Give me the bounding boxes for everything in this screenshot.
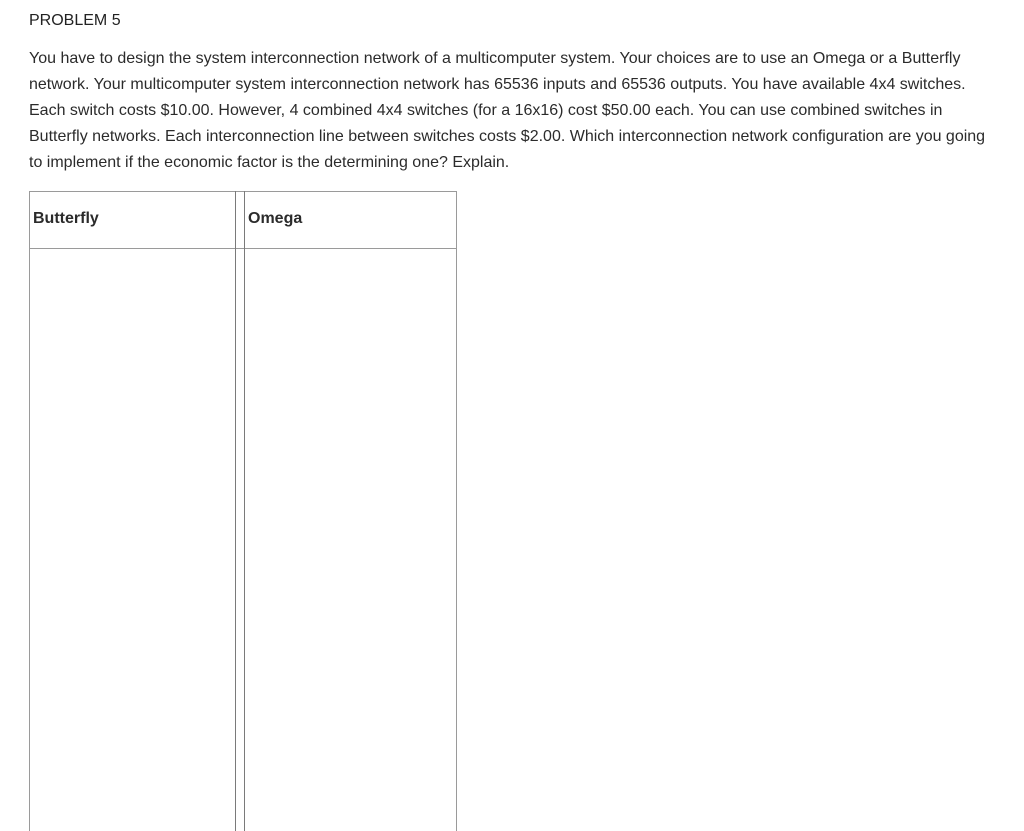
table-border	[29, 191, 457, 831]
problem-title: PROBLEM 5	[29, 12, 121, 29]
header-omega: Omega	[248, 210, 303, 227]
answer-table	[29, 191, 457, 831]
column-divider	[235, 191, 236, 831]
column-divider	[244, 191, 245, 831]
header-butterfly: Butterfly	[33, 210, 99, 227]
problem-statement: You have to design the system interconnection network of a multicomputer system. Your choices are to use an Omega or a Butterfly network. Your multicomputer system interconnection network has 65536 inputs and 65536 outputs. You have available 4x4 switches. Each switch costs $10.00. However, 4 combined 4x4 switches (for a 16x16) cost $50.00 each. You can use combined switches in Butterfly networks. Each interconnection line between switches costs $2.00. Which interconnection network configuration are you going to implement if the economic factor is the determining one? Explain.	[29, 50, 986, 171]
